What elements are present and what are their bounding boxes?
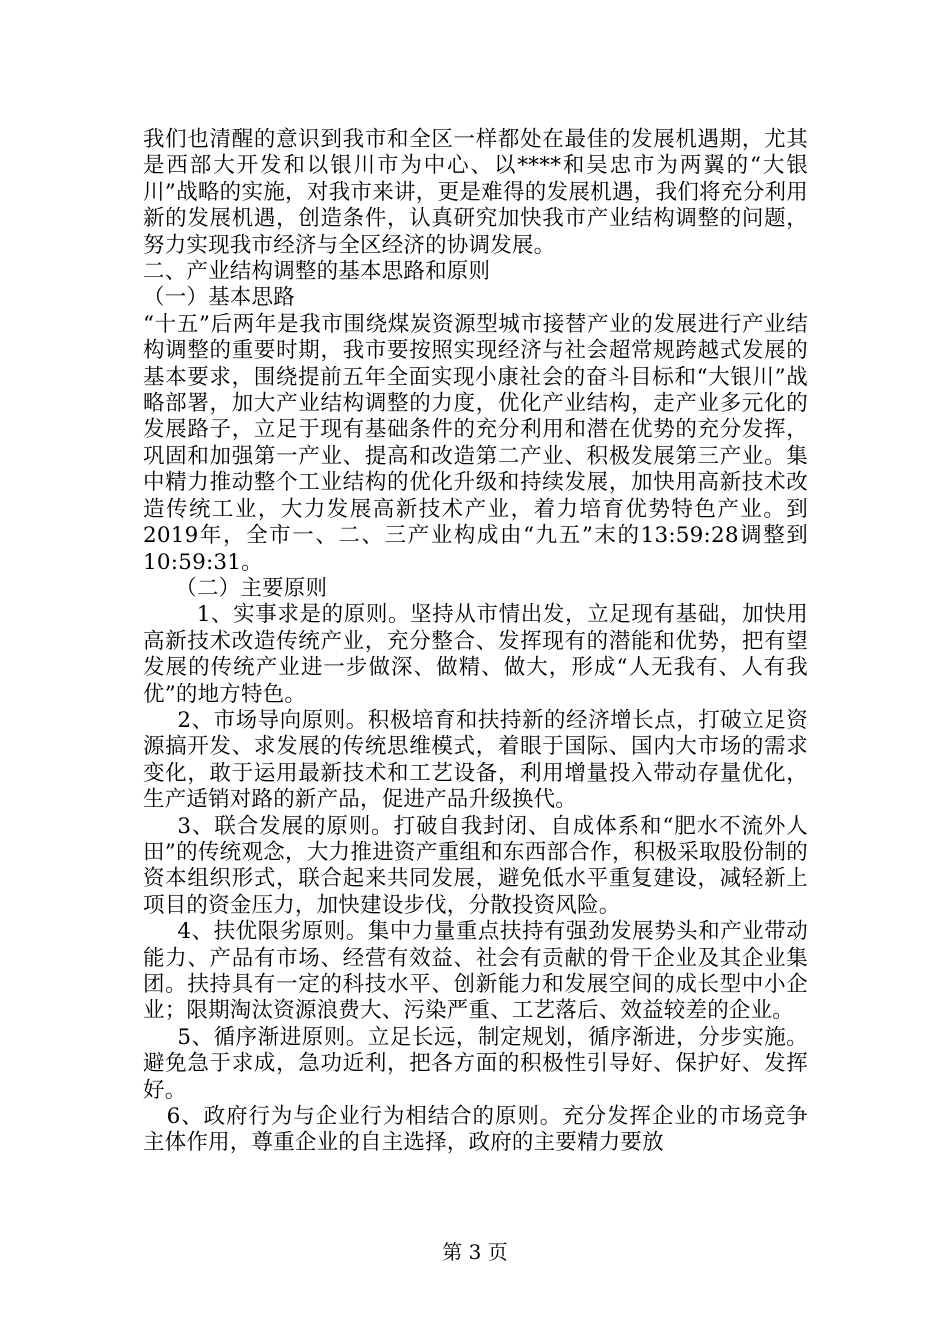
principle-4: 4、扶优限劣原则。集中力量重点扶持有强劲发展势头和产业带动能力、产品有市场、经营有效益、社会有贡献的骨干企业及其企业集团。扶持具有一定的科技水平、创新能力和发展空间的成长型中小企业；限期淘汰资源浪费大、污染严重、工艺落后、效益较差的企业。 — [143, 919, 808, 1024]
principle-2: 2、市场导向原则。积极培育和扶持新的经济增长点，打破立足资源搞开发、求发展的传统思维模式，着眼于国际、国内大市场的需求变化，敢于运用最新技术和工艺设备，利用增量投入带动存量优化，生产适销对路的新产品，促进产品升级换代。 — [143, 707, 808, 813]
principle-1: 1、实事求是的原则。坚持从市情出发，立足现有基础，加快用高新技术改造传统产业，充分整合、发挥现有的潜能和优势，把有望发展的传统产业进一步做深、做精、做大，形成“人无我有、人有我优”的地方特色。 — [143, 602, 808, 707]
principle-3: 3、联合发展的原则。打破自我封闭、自成体系和“肥水不流外人田”的传统观念，大力推进资产重组和东西部合作，积极采取股份制的资本组织形式，联合起来共同发展，避免低水平重复建设，减轻新上项目的资金压力，加快建设步伐，分散投资风险。 — [143, 813, 808, 918]
subheading-main-principles: （二）主要原则 — [175, 575, 328, 601]
document-body — [143, 127, 808, 1157]
subheading-basic-ideas: （一）基本思路 — [143, 285, 295, 311]
page-number: 第 3 页 — [442, 1240, 508, 1264]
principle-5: 5、循序渐进原则。立足长远，制定规划，循序渐进，分步实施。避免急于求成，急功近利，把各方面的积极性引导好、保护好、发挥好。 — [143, 1024, 808, 1103]
paragraph-opportunity: 我们也清醒的意识到我市和全区一样都处在最佳的发展机遇期，尤其是西部大开发和以银川市为中心、以****和吴忠市为两翼的“大银川”战略的实施，对我市来讲，更是难得的发展机遇，我们将充分利用新的发展机遇，创造条件，认真研究加快我市产业结构调整的问题，努力实现我市经济与全区经济的协调发展。 — [143, 127, 808, 258]
section-heading-2: 二、产业结构调整的基本思路和原则 — [143, 259, 491, 285]
principle-6: 6、政府行为与企业行为相结合的原则。充分发挥企业的市场竞争主体作用，尊重企业的自主选择，政府的主要精力要放 — [143, 1104, 808, 1156]
paragraph-basic-ideas: “十五”后两年是我市围绕煤炭资源型城市接替产业的发展进行产业结构调整的重要时期，我市要按照实现经济与社会超常规跨越式发展的基本要求，围绕提前五年全面实现小康社会的奋斗目标和“大银川”战略部署，加大产业结构调整的力度，优化产业结构，走产业多元化的发展路子，立足于现有基础条件的充分利用和潜在优势的充分发挥，巩固和加强第一产业、提高和改造第二产业、积极发展第三产业。集中精力推动整个工业结构的优化升级和持续发展，加快用高新技术改造传统工业，大力发展高新技术产业，着力培育优势特色产业。到2019年，全市一、二、三产业构成由“九五”末的13:59:28调整到10:59:31。 — [143, 311, 808, 575]
